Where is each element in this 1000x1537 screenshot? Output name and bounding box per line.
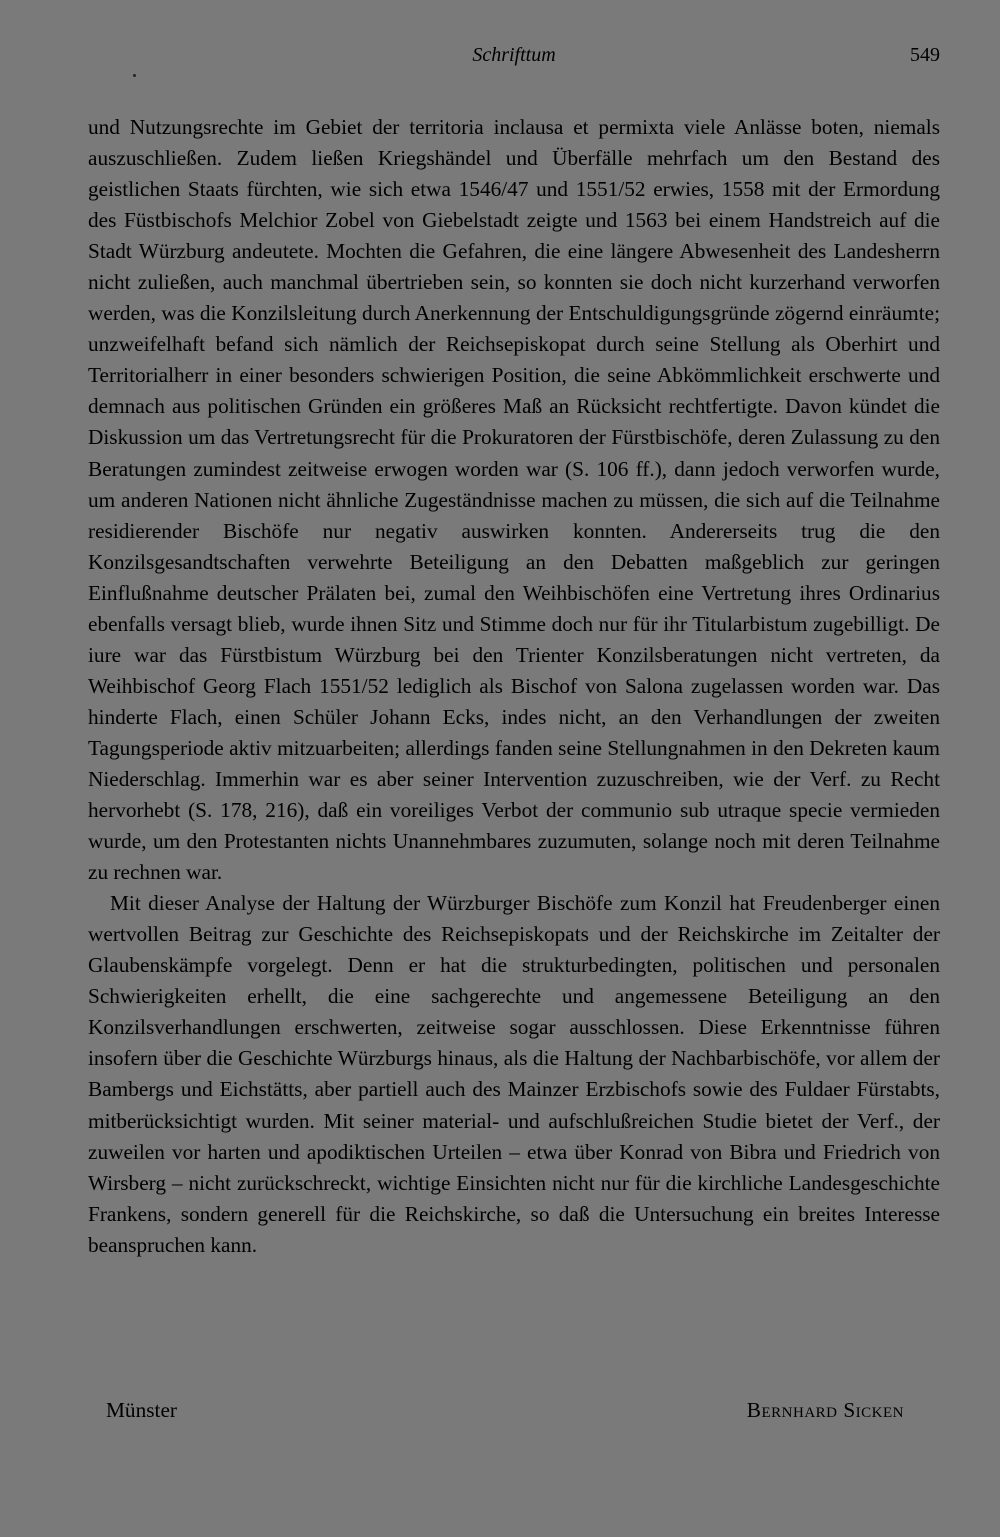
review-signature [106,1398,904,1430]
body-text [88,112,940,1261]
signature-place: Münster [106,1398,177,1422]
paragraph-continued: und Nutzungsrechte im Gebiet der territoria inclausa et permixta viele Anlässe boten, niemals auszuschließen. Zudem ließen Kriegshändel und Überfälle mehrfach um den Bestand des geistlichen Staats fürchten, wie sich etwa 1546/47 und 1551/52 erwies, 1558 mit der Ermordung des Füstbischofs Melchior Zobel von Giebelstadt zeigte und 1563 bei einem Handstreich auf die Stadt Würzburg andeutete. Mochten die Gefahren, die eine längere Abwesenheit des Landesherrn nicht zuließen, auch manchmal übertrieben sein, so konnten sie doch nicht kurzerhand verworfen werden, was die Konzilsleitung durch Anerkennung der Entschuldigungsgründe zögernd einräumte; unzweifelhaft befand sich nämlich der Reichsepiskopat durch seine Stellung als Oberhirt und Territorialherr in einer besonders schwierigen Position, die seine Abkömmlichkeit erschwerte und demnach aus politischen Gründen ein größeres Maß an Rücksicht rechtfertigte. Davon kündet die Diskussion um das Vertretungsrecht für die Prokuratoren der Fürstbischöfe, deren Zulassung zu den Beratungen zumindest zeitweise erwogen worden war (S. 106 ff.), dann jedoch verworfen wurde, um anderen Nationen nicht ähnliche Zugeständnisse machen zu müssen, die sich auf die Teilnahme residierender Bischöfe nur negativ auswirken konnten. Andererseits trug die den Konzilsgesandtschaften verwehrte Beteiligung an den Debatten maßgeblich zur geringen Einflußnahme deutscher Prälaten bei, zumal den Weihbischöfen eine Vertretung ihres Ordinarius ebenfalls versagt blieb, wurde ihnen Sitz und Stimme doch nur für ihr Titularbistum zugebilligt. De iure war das Fürstbistum Würzburg bei den Trienter Konzilsberatungen nicht vertreten, da Weihbischof Georg Flach 1551/52 lediglich als Bischof von Salona zugelassen worden war. Das hinderte Flach, einen Schüler Johann Ecks, indes nicht, an den Verhandlungen der zweiten Tagungsperiode aktiv mitzuarbeiten; allerdings fanden seine Stellungnahmen in den Dekreten kaum Niederschlag. Immerhin war es aber seiner Intervention zuzuschreiben, wie der Verf. zu Recht hervorhebt (S. 178, 216), daß ein voreiliges Verbot der communio sub utraque specie vermieden wurde, um den Protestanten nichts Unannehmbares zuzumuten, solange noch mit deren Teilnahme zu rechnen war. [88,115,940,885]
page-number: 549 [910,44,940,66]
page-header [88,44,940,74]
speck-mark [133,74,136,77]
signature-author: Bernhard Sicken [746,1398,904,1422]
paragraph-conclusion: Mit dieser Analyse der Haltung der Würzburger Bischöfe zum Konzil hat Freudenberger einen wertvollen Beitrag zur Geschichte des Reichsepiskopats und der Reichskirche im Zeitalter der Glaubenskämpfe vorgelegt. Denn er hat die strukturbedingten, politischen und personalen Schwierigkeiten erhellt, die eine sachgerechte und angemessene Beteiligung an den Konzilsverhandlungen erschwerten, zeitweise sogar ausschlossen. Diese Erkenntnisse führen insofern über die Geschichte Würzburgs hinaus, als die Haltung der Nachbarbischöfe, vor allem der Bambergs und Eichstätts, aber partiell auch des Mainzer Erzbischofs sowie des Fuldaer Fürstabts, mitberücksichtigt wurden. Mit seiner material- und aufschlußreichen Studie bietet der Verf., der zuweilen vor harten und apodiktischen Urteilen – etwa über Konrad von Bibra und Friedrich von Wirsberg – nicht zurückschreckt, wichtige Einsichten nicht nur für die kirchliche Landesgeschichte Frankens, sondern generell für die Reichskirche, so daß die Untersuchung ein breites Interesse beanspruchen kann. [88,891,940,1257]
running-title: Schrifttum [472,44,556,66]
